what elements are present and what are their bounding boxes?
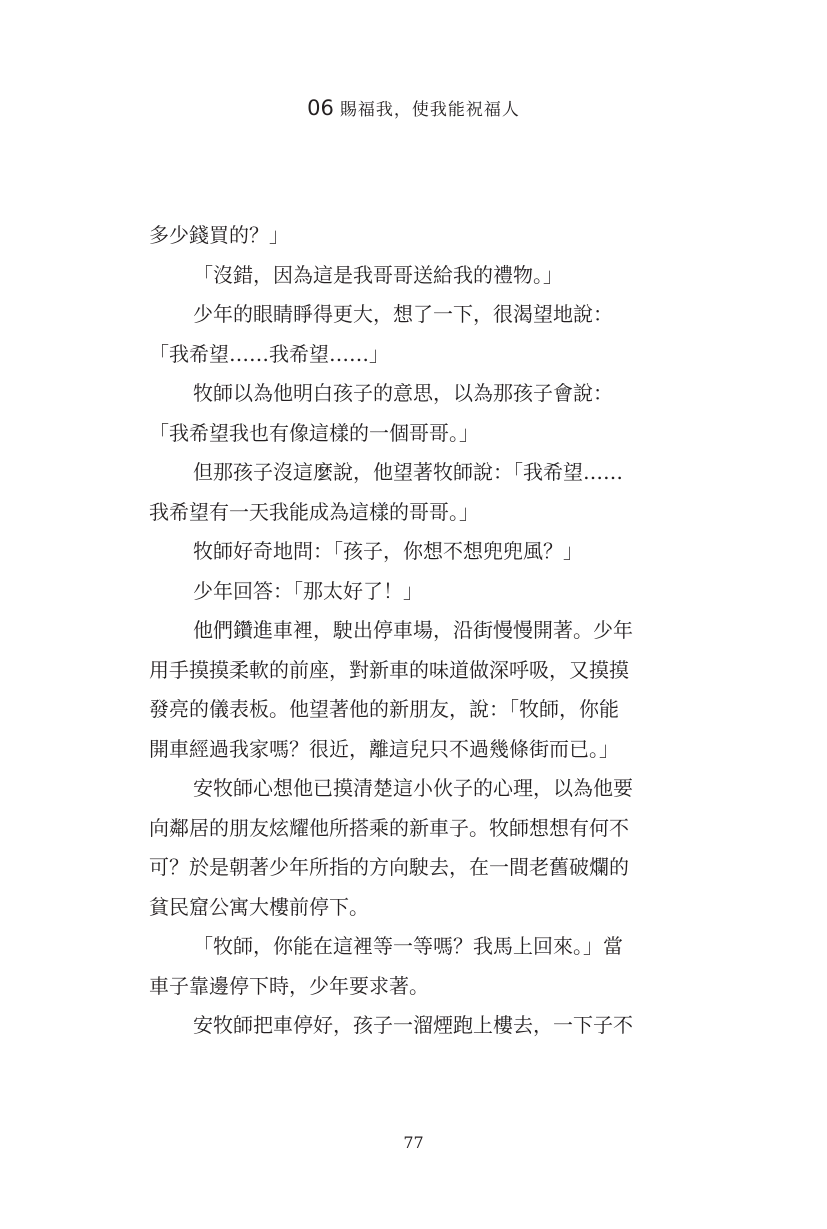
text-line: 少年回答：「那太好了！」 (193, 578, 423, 603)
text-line: 多少錢買的？」 (149, 223, 289, 247)
text-line: 但那孩子沒這麼說，他望著牧師說：「我希望…… (193, 460, 623, 484)
text-line: 「沒錯，因為這是我哥哥送給我的禮物。」 (193, 262, 563, 287)
text-line: 貧民窟公寓大樓前停下。 (149, 894, 369, 919)
text-line: 發亮的儀表板。他望著他的新朋友，說：「牧師，你能 (149, 697, 619, 721)
text-line: 牧師以為他明白孩子的意思，以為那孩子會說： (193, 381, 613, 405)
text-line: 車子靠邊停下時，少年要求著。 (149, 973, 429, 998)
text-line: 可？於是朝著少年所指的方向駛去，在一間老舊破爛的 (149, 855, 629, 879)
chapter-title: 賜福我，使我能祝福人 (339, 100, 520, 120)
text-line: 我希望有一天我能成為這樣的哥哥。」 (149, 499, 479, 524)
text-line: 安牧師把車停好，孩子一溜煙跑上樓去，一下子不 (193, 1013, 633, 1037)
text-line: 安牧師心想他已摸清楚這小伙子的心理，以為他要 (193, 776, 633, 800)
text-line: 牧師好奇地問：「孩子，你想不想兜兜風？」 (193, 539, 583, 563)
text-line: 他們鑽進車裡，駛出停車場，沿街慢慢開著。少年 (193, 618, 633, 642)
text-line: 少年的眼睛睜得更大，想了一下，很渴望地說： (193, 302, 613, 326)
running-header (0, 94, 827, 124)
text-line: 向鄰居的朋友炫耀他所搭乘的新車子。牧師想想有何不 (149, 815, 629, 840)
chapter-number: 06 (307, 96, 334, 120)
text-line: 用手摸摸柔軟的前座，對新車的味道做深呼吸，又摸摸 (149, 657, 629, 682)
text-line: 開車經過我家嗎？很近，離這兒只不過幾條街而已。」 (149, 736, 619, 761)
page-number: 77 (403, 1133, 424, 1152)
text-line: 「牧師，你能在這裡等一等嗎？我馬上回來。」當 (193, 934, 623, 958)
text-line: 「我希望……我希望……」 (149, 341, 389, 366)
body-text (149, 216, 689, 1046)
text-line: 「我希望我也有像這樣的一個哥哥。」 (149, 420, 479, 445)
